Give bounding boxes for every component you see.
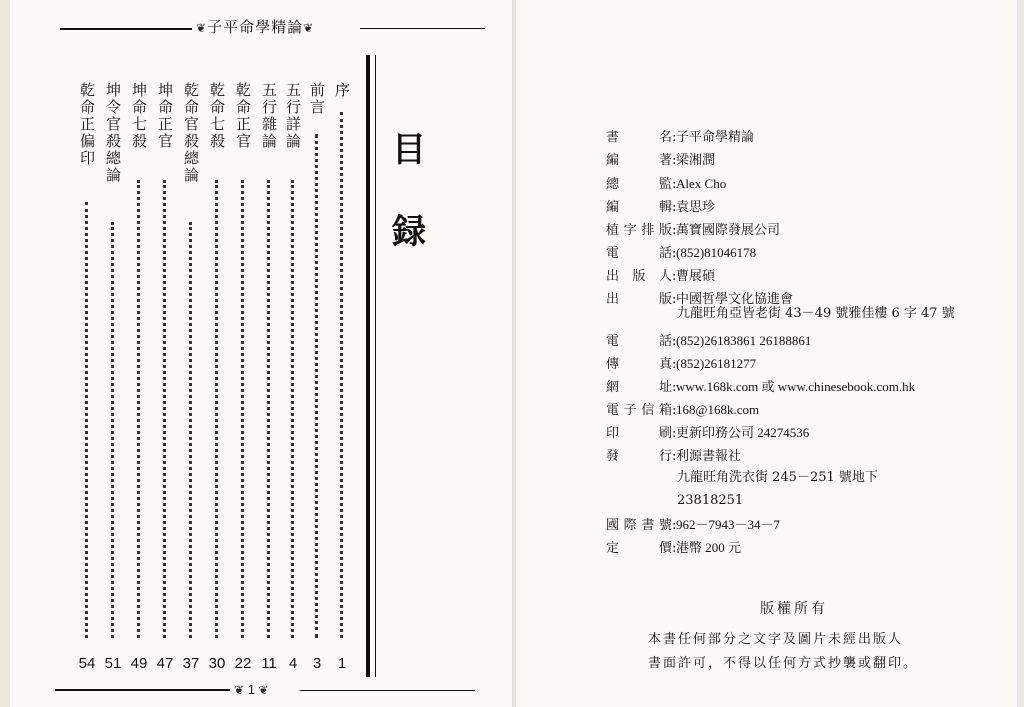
toc-entry bbox=[206, 82, 228, 674]
toc-heading-lu: 録 bbox=[392, 212, 426, 252]
imprint-value: 中國哲學文化協進會 bbox=[676, 291, 794, 306]
toc-entry-title: 乾命正官 bbox=[234, 82, 252, 150]
imprint-row: 電子信箱:168@168k.com bbox=[606, 399, 759, 421]
toc-leader-dots bbox=[215, 180, 222, 638]
running-head-title: 子平命學精論 bbox=[207, 18, 304, 36]
toc-entry bbox=[282, 82, 304, 674]
toc-heading-mu: 目 bbox=[392, 130, 426, 170]
toc-entry-title: 五行詳論 bbox=[284, 82, 302, 150]
toc-entry bbox=[258, 82, 280, 674]
imprint-row: 傳真:(852)26181277 bbox=[606, 353, 756, 375]
toc-entry bbox=[102, 82, 124, 674]
toc-entry bbox=[232, 82, 254, 674]
toc-entry-page: 37 bbox=[182, 655, 200, 672]
imprint-label: 網址 bbox=[606, 380, 672, 395]
imprint-label: 出版人 bbox=[606, 269, 672, 284]
page-folio bbox=[234, 680, 269, 700]
imprint-row: 編輯:袁思珍 bbox=[606, 196, 715, 218]
imprint-label: 定價 bbox=[606, 541, 672, 556]
imprint-row: 國際書號:962－7943－34－7 bbox=[606, 514, 780, 536]
imprint-value: 利源書報社 bbox=[676, 448, 742, 463]
imprint-value: 港幣 200 元 bbox=[676, 540, 742, 555]
rights-notice-line-1: 本書任何部分之文字及圖片未經出版人 bbox=[648, 632, 904, 647]
toc-entry-title: 坤令官殺總論 bbox=[104, 82, 122, 184]
toc-entry-page: 51 bbox=[104, 655, 122, 672]
toc-entry-page: 11 bbox=[261, 655, 277, 672]
page-number: 1 bbox=[247, 682, 255, 697]
toc-entry-page: 3 bbox=[312, 655, 322, 672]
imprint-label: 印刷 bbox=[606, 426, 672, 441]
toc-leader-dots bbox=[189, 222, 196, 638]
toc-entry-title: 坤命七殺 bbox=[130, 82, 148, 150]
imprint-row: 定價:港幣 200 元 bbox=[606, 537, 741, 559]
imprint-label: 編輯 bbox=[606, 200, 672, 215]
imprint-value: 萬寶國際發展公司 bbox=[676, 222, 781, 237]
running-head bbox=[192, 16, 318, 38]
toc-entry bbox=[154, 82, 176, 674]
imprint-label: 出版 bbox=[606, 292, 672, 307]
imprint-row: 編著:梁湘潤 bbox=[606, 149, 715, 171]
header-rule-left bbox=[60, 28, 200, 30]
toc-entry-page: 54 bbox=[78, 655, 96, 672]
footer-rule-left bbox=[55, 689, 230, 691]
imprint-value: www.168k.com 或 www.chinesebook.com.hk bbox=[676, 379, 916, 394]
toc-entry-page: 49 bbox=[130, 655, 148, 672]
imprint-value: (852)26183861 26188861 bbox=[676, 333, 812, 348]
imprint-value: 梁湘潤 bbox=[676, 152, 716, 167]
toc-entry bbox=[306, 82, 328, 674]
imprint-label: 電子信箱 bbox=[606, 403, 672, 418]
toc-leader-dots bbox=[163, 180, 170, 638]
imprint-label: 電話 bbox=[606, 334, 672, 349]
imprint-value: 曹展碩 bbox=[676, 268, 716, 283]
toc-entry-page: 4 bbox=[288, 655, 298, 672]
imprint-label: 國際書號 bbox=[606, 518, 672, 533]
toc-leader-dots bbox=[241, 180, 248, 638]
rights-notice-line-2: 書面許可，不得以任何方式抄襲或翻印。 bbox=[648, 656, 919, 671]
toc-entry-title: 序 bbox=[333, 82, 351, 99]
imprint-value: (852)26181277 bbox=[676, 356, 757, 371]
imprint-value: Alex Cho bbox=[676, 176, 727, 191]
header-rule-right bbox=[360, 28, 485, 29]
imprint-label: 傳真 bbox=[606, 357, 672, 372]
toc-leader-dots bbox=[85, 202, 92, 638]
imprint-row: 出版:中國哲學文化協進會 bbox=[606, 288, 793, 310]
toc-leader-dots bbox=[137, 180, 144, 638]
imprint-label: 總監 bbox=[606, 177, 672, 192]
imprint-value: 子平命學精論 bbox=[676, 129, 755, 144]
toc-entry-title: 坤命正官 bbox=[156, 82, 174, 150]
toc-frame-thick-rule bbox=[366, 55, 370, 677]
toc-entry bbox=[128, 82, 150, 674]
imprint-row: 電話:(852)81046178 bbox=[606, 242, 756, 264]
distributor-phone: 23818251 bbox=[677, 493, 744, 508]
toc-entry-page: 1 bbox=[337, 655, 347, 672]
imprint-value: (852)81046178 bbox=[676, 245, 757, 260]
imprint-label: 電話 bbox=[606, 246, 672, 261]
imprint-label: 植字排版 bbox=[606, 223, 672, 238]
publisher-address: 九龍旺角亞皆老街 43－49 號雅佳樓 6 字 47 號 bbox=[677, 306, 955, 321]
toc-entry-page: 30 bbox=[208, 655, 226, 672]
toc-entry-page: 22 bbox=[234, 655, 252, 672]
imprint-row: 出版人:曹展碩 bbox=[606, 265, 715, 287]
toc-leader-dots bbox=[340, 112, 347, 638]
toc-leader-dots bbox=[291, 180, 298, 638]
distributor-address: 九龍旺角洗衣街 245－251 號地下 bbox=[677, 470, 878, 485]
footer-ornament-left-icon: ❦ bbox=[234, 683, 245, 697]
toc-entry-title: 前言 bbox=[308, 82, 326, 116]
imprint-label: 編著 bbox=[606, 153, 672, 168]
toc-entry bbox=[331, 82, 353, 674]
toc-leader-dots bbox=[267, 180, 274, 638]
footer-rule-right bbox=[300, 690, 475, 691]
toc-entry-title: 乾命七殺 bbox=[208, 82, 226, 150]
toc-entry-title: 五行雜論 bbox=[260, 82, 278, 150]
toc-entry bbox=[180, 82, 202, 674]
toc-entry bbox=[76, 82, 98, 674]
imprint-label: 書名 bbox=[606, 130, 672, 145]
imprint-label: 發行 bbox=[606, 449, 672, 464]
toc-entry-page: 47 bbox=[156, 655, 174, 672]
imprint-row: 總監:Alex Cho bbox=[606, 173, 726, 195]
imprint-row: 發行:利源書報社 bbox=[606, 445, 741, 467]
toc-frame-thin-rule bbox=[375, 55, 376, 677]
imprint-value: 168@168k.com bbox=[676, 402, 760, 417]
toc-leader-dots bbox=[315, 134, 322, 638]
ornament-right-icon: ❦ bbox=[303, 21, 315, 35]
toc-entry-title: 乾命正偏印 bbox=[78, 82, 96, 167]
book-gutter bbox=[512, 0, 516, 707]
imprint-row: 植字排版:萬寶國際發展公司 bbox=[606, 219, 780, 241]
toc-entry-title: 乾命官殺總論 bbox=[182, 82, 200, 184]
imprint-value: 更新印務公司 24274536 bbox=[676, 425, 810, 440]
rights-title: 版權所有 bbox=[760, 601, 828, 617]
ornament-left-icon: ❦ bbox=[196, 21, 208, 35]
imprint-row: 電話:(852)26183861 26188861 bbox=[606, 330, 811, 352]
toc-leader-dots bbox=[111, 222, 118, 638]
imprint-row: 網址:www.168k.com 或 www.chinesebook.com.hk bbox=[606, 376, 915, 398]
imprint-value: 962－7943－34－7 bbox=[676, 517, 781, 532]
imprint-value: 袁思珍 bbox=[676, 199, 716, 214]
imprint-row: 印刷:更新印務公司 24274536 bbox=[606, 422, 809, 444]
footer-ornament-right-icon: ❦ bbox=[258, 683, 269, 697]
imprint-row: 書名:子平命學精論 bbox=[606, 126, 754, 148]
